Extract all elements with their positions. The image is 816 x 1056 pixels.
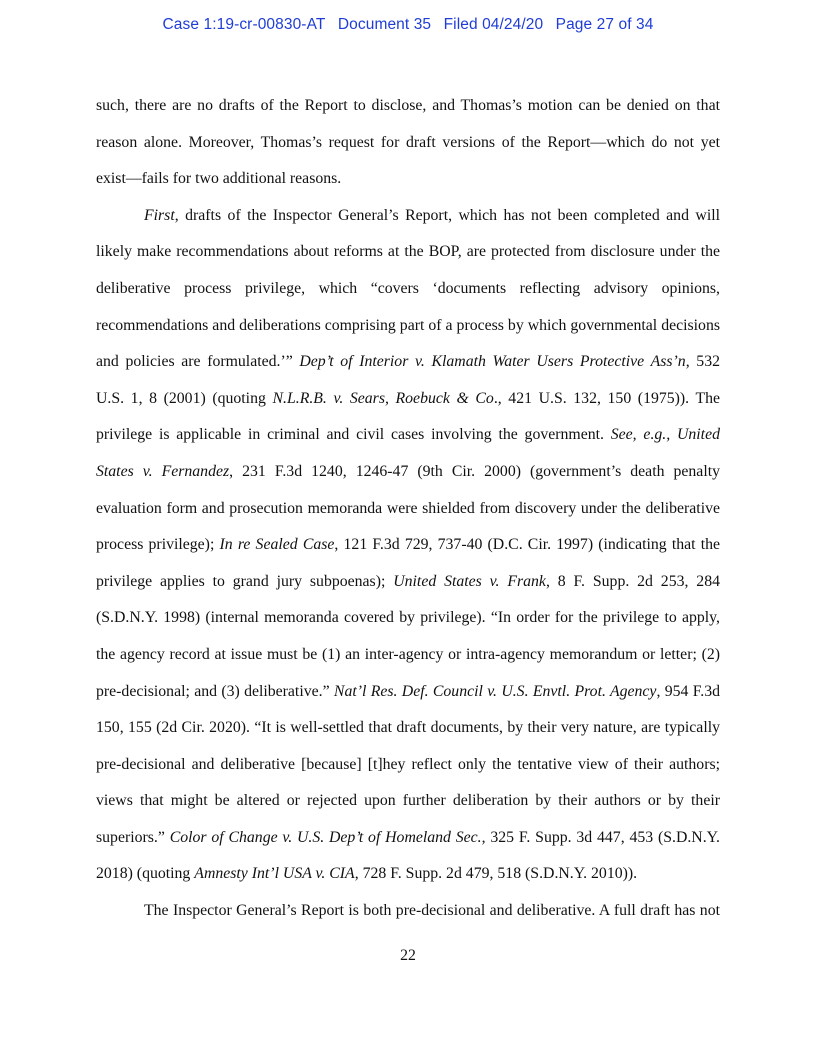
text-line: The Inspector General’s Report is both pre-decisional and deliberative. A full draft has not xyxy=(144,902,720,920)
text-line: exist—fails for two additional reasons. xyxy=(96,170,342,188)
text-line: superiors.” Color of Change v. U.S. Dep’t of Homeland Sec., 325 F. Supp. 3d 447, 453 (S.D.N.Y. xyxy=(96,828,720,846)
text-line: such, there are no drafts of the Report to disclose, and Thomas’s motion can be denied on that xyxy=(96,97,720,114)
body-text xyxy=(96,91,720,933)
text-line: privilege is applicable in criminal and civil cases involving the government. See, e.g., United xyxy=(96,426,720,444)
text-line: U.S. 1, 8 (2001) (quoting N.L.R.B. v. Sears, Roebuck & Co., 421 U.S. 132, 150 (1975)). The xyxy=(96,389,721,407)
text-line: deliberative process privilege, which “covers ‘documents reflecting advisory opinions, xyxy=(96,279,720,297)
text-line: reason alone. Moreover, Thomas’s request for draft versions of the Report—which do not yet xyxy=(96,133,720,151)
text-line: likely make recommendations about reforms at the BOP, are protected from disclosure under the xyxy=(96,243,720,261)
page-number: 22 xyxy=(400,947,416,964)
case-number: Case 1:19-cr-00830-AT xyxy=(162,16,326,33)
page-count: Page 27 of 34 xyxy=(555,16,654,33)
text-line: pre-decisional; and (3) deliberative.” Nat’l Res. Def. Council v. U.S. Envtl. Prot. Agency, 954 F.3d xyxy=(96,682,720,700)
text-line: evaluation form and prosecution memoranda were shielded from discovery under the deliberative xyxy=(96,499,720,517)
text-line: privilege applies to grand jury subpoenas); United States v. Frank, 8 F. Supp. 2d 253, 284 xyxy=(96,572,721,590)
text-line: views that might be altered or rejected upon further deliberation by their authors or by their xyxy=(96,792,720,810)
case-header xyxy=(0,16,816,34)
text-line: 2018) (quoting Amnesty Int’l USA v. CIA, 728 F. Supp. 2d 479, 518 (S.D.N.Y. 2010)). xyxy=(96,865,638,883)
text-line: States v. Fernandez, 231 F.3d 1240, 1246-47 (9th Cir. 2000) (government’s death penalty xyxy=(96,462,720,480)
text-line: process privilege); In re Sealed Case, 121 F.3d 729, 737-40 (D.C. Cir. 1997) (indicating that the xyxy=(96,536,720,554)
text-line: (S.D.N.Y. 1998) (internal memoranda covered by privilege). “In order for the privilege to apply, xyxy=(96,609,720,627)
text-line: and policies are formulated.’” Dep’t of Interior v. Klamath Water Users Protective Ass’n, 532 xyxy=(96,353,720,371)
text-line: 150, 155 (2d Cir. 2020). “It is well-settled that draft documents, by their very nature, are typically xyxy=(96,719,720,737)
filed-date: Filed 04/24/20 xyxy=(443,16,544,33)
text-line: recommendations and deliberations comprising part of a process by which governmental decisions xyxy=(96,316,720,334)
text-line: pre-decisional and deliberative [because] [t]hey reflect only the tentative view of their authors; xyxy=(96,755,720,773)
document-number: Document 35 xyxy=(337,16,432,33)
text-line: the agency record at issue must be (1) an inter-agency or intra-agency memorandum or letter; (2) xyxy=(96,645,720,663)
text-line: First, drafts of the Inspector General’s Report, which has not been completed and will xyxy=(144,206,720,224)
